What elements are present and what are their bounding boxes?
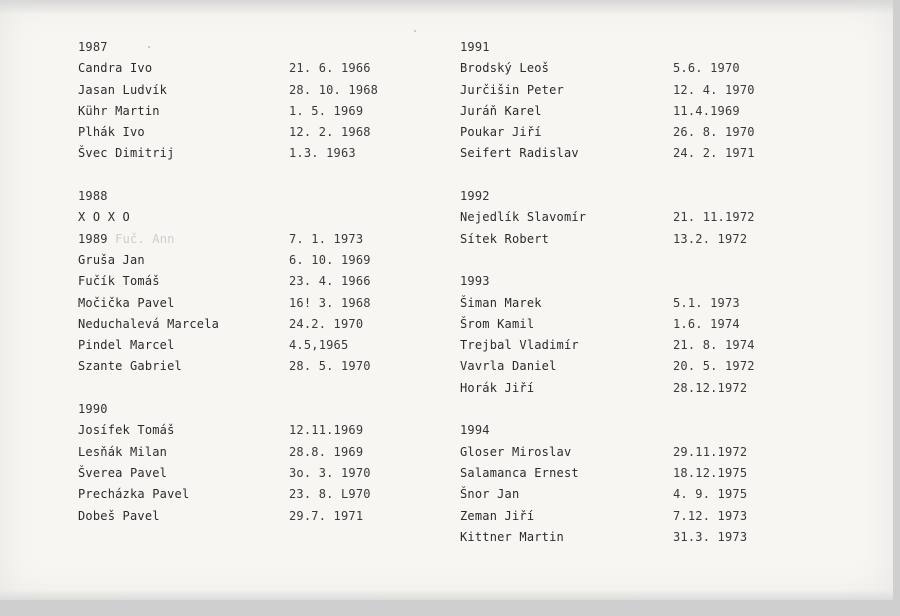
birth-date: 12. 4. 1970: [673, 82, 755, 97]
document-page: 1987 Candra Ivo 21. 6. 1966 Jasan Ludvík 28. 10. 1968 Kühr Martin 1. 5. 1969 Plhák Ivo 12. 2. 1968 Švec Dimitrij 1.3. 1963 1988 X O X O 1989 Fuč. Ann 7. 1. 1973 Gruša Jan 6. 10. 1969 Fučík Tomáš 23. 4. 1966 Močička Pavel 16! 3. 1968 Neduchalevá Marcela 24.2. 1970 Pindel Marcel 4.5,1965 Szante Gabriel 28. 5. 1970 1990 Josífek Tomáš 12.11.1969 Lesňák Milan 28.8. 1969 Šverea Pavel 3o. 3. 1970 Precházka Pavel 23. 8. L970 Dobeš Pavel 29.7. 1971 1991 Brodský Leoš 5.6. 1970 Jurčišin Peter 12. 4. 1970 Juráň Karel 11.4.1969 Poukar Jiří 26. 8. 1970 Seifert Radislav 24. 2. 1971 1992 Nejedlík Slavomír 21. 11.1972 Sítek Robert 13.2. 1972 1993 Šiman Marek 5.1. 1973 Šrom Kamil 1.6. 1974 Trejbal Vladimír 21. 8. 1974 Vavrla Daniel 20. 5. 1972 Horák Jiří 28.12.1972 1994 Gloser Miroslav 29.11.1972 Salamanca Ernest 18.12.1975 Šnor Jan 4. 9. 1975 Zeman Jiří 7.12. 1973 Kittner Martin 31.3. 1973: [0, 0, 893, 600]
student-name: Šnor Jan: [460, 487, 520, 502]
birth-date: 31.3. 1973: [673, 529, 748, 544]
student-name: Šiman Marek: [460, 295, 542, 310]
birth-date: 13.2. 1972: [673, 231, 748, 246]
birth-date: 11.4.1969: [673, 103, 740, 118]
birth-date: 28. 5. 1970: [289, 359, 371, 374]
birth-date: 24. 2. 1971: [673, 146, 755, 161]
student-name: Šrom Kamil: [460, 316, 535, 331]
student-name: Šverea Pavel: [78, 465, 168, 480]
birth-date: 7.12. 1973: [673, 508, 748, 523]
student-name: Candra Ivo: [78, 61, 153, 76]
student-name: Pindel Marcel: [78, 338, 175, 353]
birth-date: 4.5,1965: [289, 338, 349, 353]
birth-date: 5.6. 1970: [673, 61, 740, 76]
student-name: Juráň Karel: [460, 103, 542, 118]
student-name: Nejedlík Slavomír: [460, 210, 587, 225]
student-name: Zeman Jiří: [460, 508, 535, 523]
student-name: Poukar Jiří: [460, 125, 542, 140]
birth-date: 21. 8. 1974: [673, 338, 755, 353]
birth-date: 28.8. 1969: [289, 444, 364, 459]
student-name: Kühr Martin: [78, 103, 160, 118]
student-name: Seifert Radislav: [460, 146, 579, 161]
birth-date: 21. 6. 1966: [289, 61, 371, 76]
birth-date: 3o. 3. 1970: [289, 465, 371, 480]
birth-date: 28. 10. 1968: [289, 82, 379, 97]
birth-date: 18.12.1975: [673, 465, 748, 480]
birth-date: 23. 8. L970: [289, 487, 371, 502]
student-name: Szante Gabriel: [78, 359, 182, 374]
birth-date: 23. 4. 1966: [289, 274, 371, 289]
birth-date: 12.11.1969: [289, 423, 364, 438]
student-name: Gruša Jan: [78, 252, 145, 267]
birth-date: 1.3. 1963: [289, 146, 356, 161]
student-name: Dobeš Pavel: [78, 508, 160, 523]
student-name: Jurčišin Peter: [460, 82, 564, 97]
birth-date: 6. 10. 1969: [289, 252, 371, 267]
faded-text: Fuč. Ann: [115, 231, 175, 246]
student-name: Jasan Ludvík: [78, 82, 168, 97]
crossed-out-entry: X O X O: [78, 210, 130, 225]
birth-date: 16! 3. 1968: [289, 295, 371, 310]
student-name: Horák Jiří: [460, 380, 535, 395]
student-name: Švec Dimitrij: [78, 146, 175, 161]
birth-date: 24.2. 1970: [289, 316, 364, 331]
birth-date: 28.12.1972: [673, 380, 748, 395]
student-name: Kittner Martin: [460, 529, 564, 544]
student-name: Sítek Robert: [460, 231, 550, 246]
student-name: Fučík Tomáš: [78, 274, 160, 289]
birth-date: 21. 11.1972: [673, 210, 755, 225]
student-name: Lesňák Milan: [78, 444, 168, 459]
birth-date: 1.6. 1974: [673, 316, 740, 331]
birth-date: 26. 8. 1970: [673, 125, 755, 140]
birth-date: 29.7. 1971: [289, 508, 364, 523]
paper-speck: [148, 46, 150, 48]
student-name: Precházka Pavel: [78, 487, 190, 502]
birth-date: 4. 9. 1975: [673, 487, 748, 502]
student-name: Trejbal Vladimír: [460, 338, 579, 353]
student-name: Salamanca Ernest: [460, 465, 579, 480]
birth-date: 1. 5. 1969: [289, 103, 364, 118]
birth-date: 20. 5. 1972: [673, 359, 755, 374]
student-name: Gloser Miroslav: [460, 444, 572, 459]
student-name: Močička Pavel: [78, 295, 175, 310]
paper-speck: [414, 30, 416, 32]
student-name: Brodský Leoš: [460, 61, 550, 76]
student-name: Josífek Tomáš: [78, 423, 175, 438]
student-name: Vavrla Daniel: [460, 359, 557, 374]
birth-date: 12. 2. 1968: [289, 125, 371, 140]
faded-date: 7. 1. 1973: [289, 231, 364, 246]
student-name: Plhák Ivo: [78, 125, 145, 140]
student-name: Neduchalevá Marcela: [78, 316, 220, 331]
birth-date: 29.11.1972: [673, 444, 748, 459]
birth-date: 5.1. 1973: [673, 295, 740, 310]
